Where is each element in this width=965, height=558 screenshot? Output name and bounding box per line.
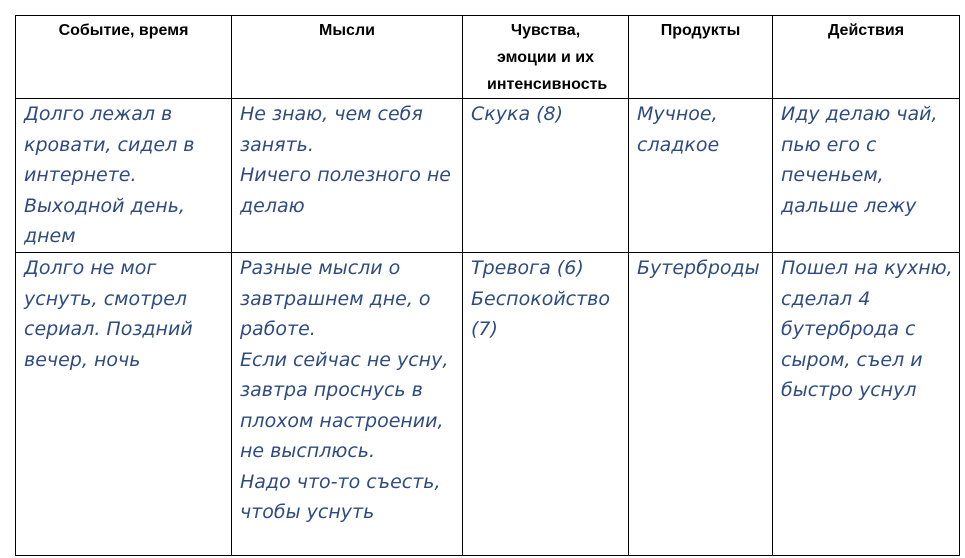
header-row bbox=[16, 16, 960, 99]
cell-paragraph: Иду делаю чай, пью его с печеньем, дальше лежу bbox=[781, 103, 938, 217]
cell-feelings bbox=[463, 253, 629, 556]
cell-paragraph: Скука (8) bbox=[471, 103, 564, 125]
header-products: Продукты bbox=[629, 16, 773, 99]
header-actions: Действия bbox=[773, 16, 960, 99]
cell-thoughts bbox=[232, 253, 463, 556]
cell-paragraph: Выходной день, днем bbox=[24, 194, 185, 247]
cell-event bbox=[16, 99, 232, 253]
table-row bbox=[16, 99, 960, 253]
cell-paragraph: Разные мысли о завтрашнем дне, о работе. bbox=[240, 257, 431, 340]
cell-paragraph: Долго лежал в кровати, сидел в интернете. bbox=[24, 103, 195, 186]
cell-paragraph: Надо что-то съесть, чтобы уснуть bbox=[240, 470, 441, 523]
header-event: Событие, время bbox=[16, 16, 232, 99]
header-feelings bbox=[463, 16, 629, 99]
cell-event bbox=[16, 253, 232, 556]
table-row bbox=[16, 253, 960, 556]
cell-products bbox=[629, 253, 773, 556]
cell-paragraph: Бутерброды bbox=[637, 257, 760, 279]
cell-paragraph: Ничего полезного не делаю bbox=[240, 164, 451, 217]
cell-feelings bbox=[463, 99, 629, 253]
cell-products bbox=[629, 99, 773, 253]
cbt-diary-table bbox=[15, 15, 960, 556]
cell-actions bbox=[773, 99, 960, 253]
cell-paragraph: Долго не мог уснуть, смотрел сериал. Поздний вечер, ночь bbox=[24, 257, 193, 371]
header-thoughts: Мысли bbox=[232, 16, 463, 99]
cell-thoughts bbox=[232, 99, 463, 253]
cell-paragraph: Если сейчас не усну, завтра проснусь в плохом настроении, не высплюсь. bbox=[240, 348, 449, 462]
cell-paragraph: Беспокойство (7) bbox=[471, 287, 611, 340]
cell-paragraph: Не знаю, чем себя занять. bbox=[240, 103, 423, 156]
cell-paragraph: Пошел на кухню, сделал 4 бутерброда с сыром, съел и быстро уснул bbox=[781, 257, 953, 401]
cell-paragraph: Тревога (6) bbox=[471, 257, 584, 279]
header-feelings-text: Чувства, эмоции и их интенсивность bbox=[487, 22, 608, 93]
cell-paragraph: Мучное, сладкое bbox=[637, 103, 720, 156]
cell-actions bbox=[773, 253, 960, 556]
